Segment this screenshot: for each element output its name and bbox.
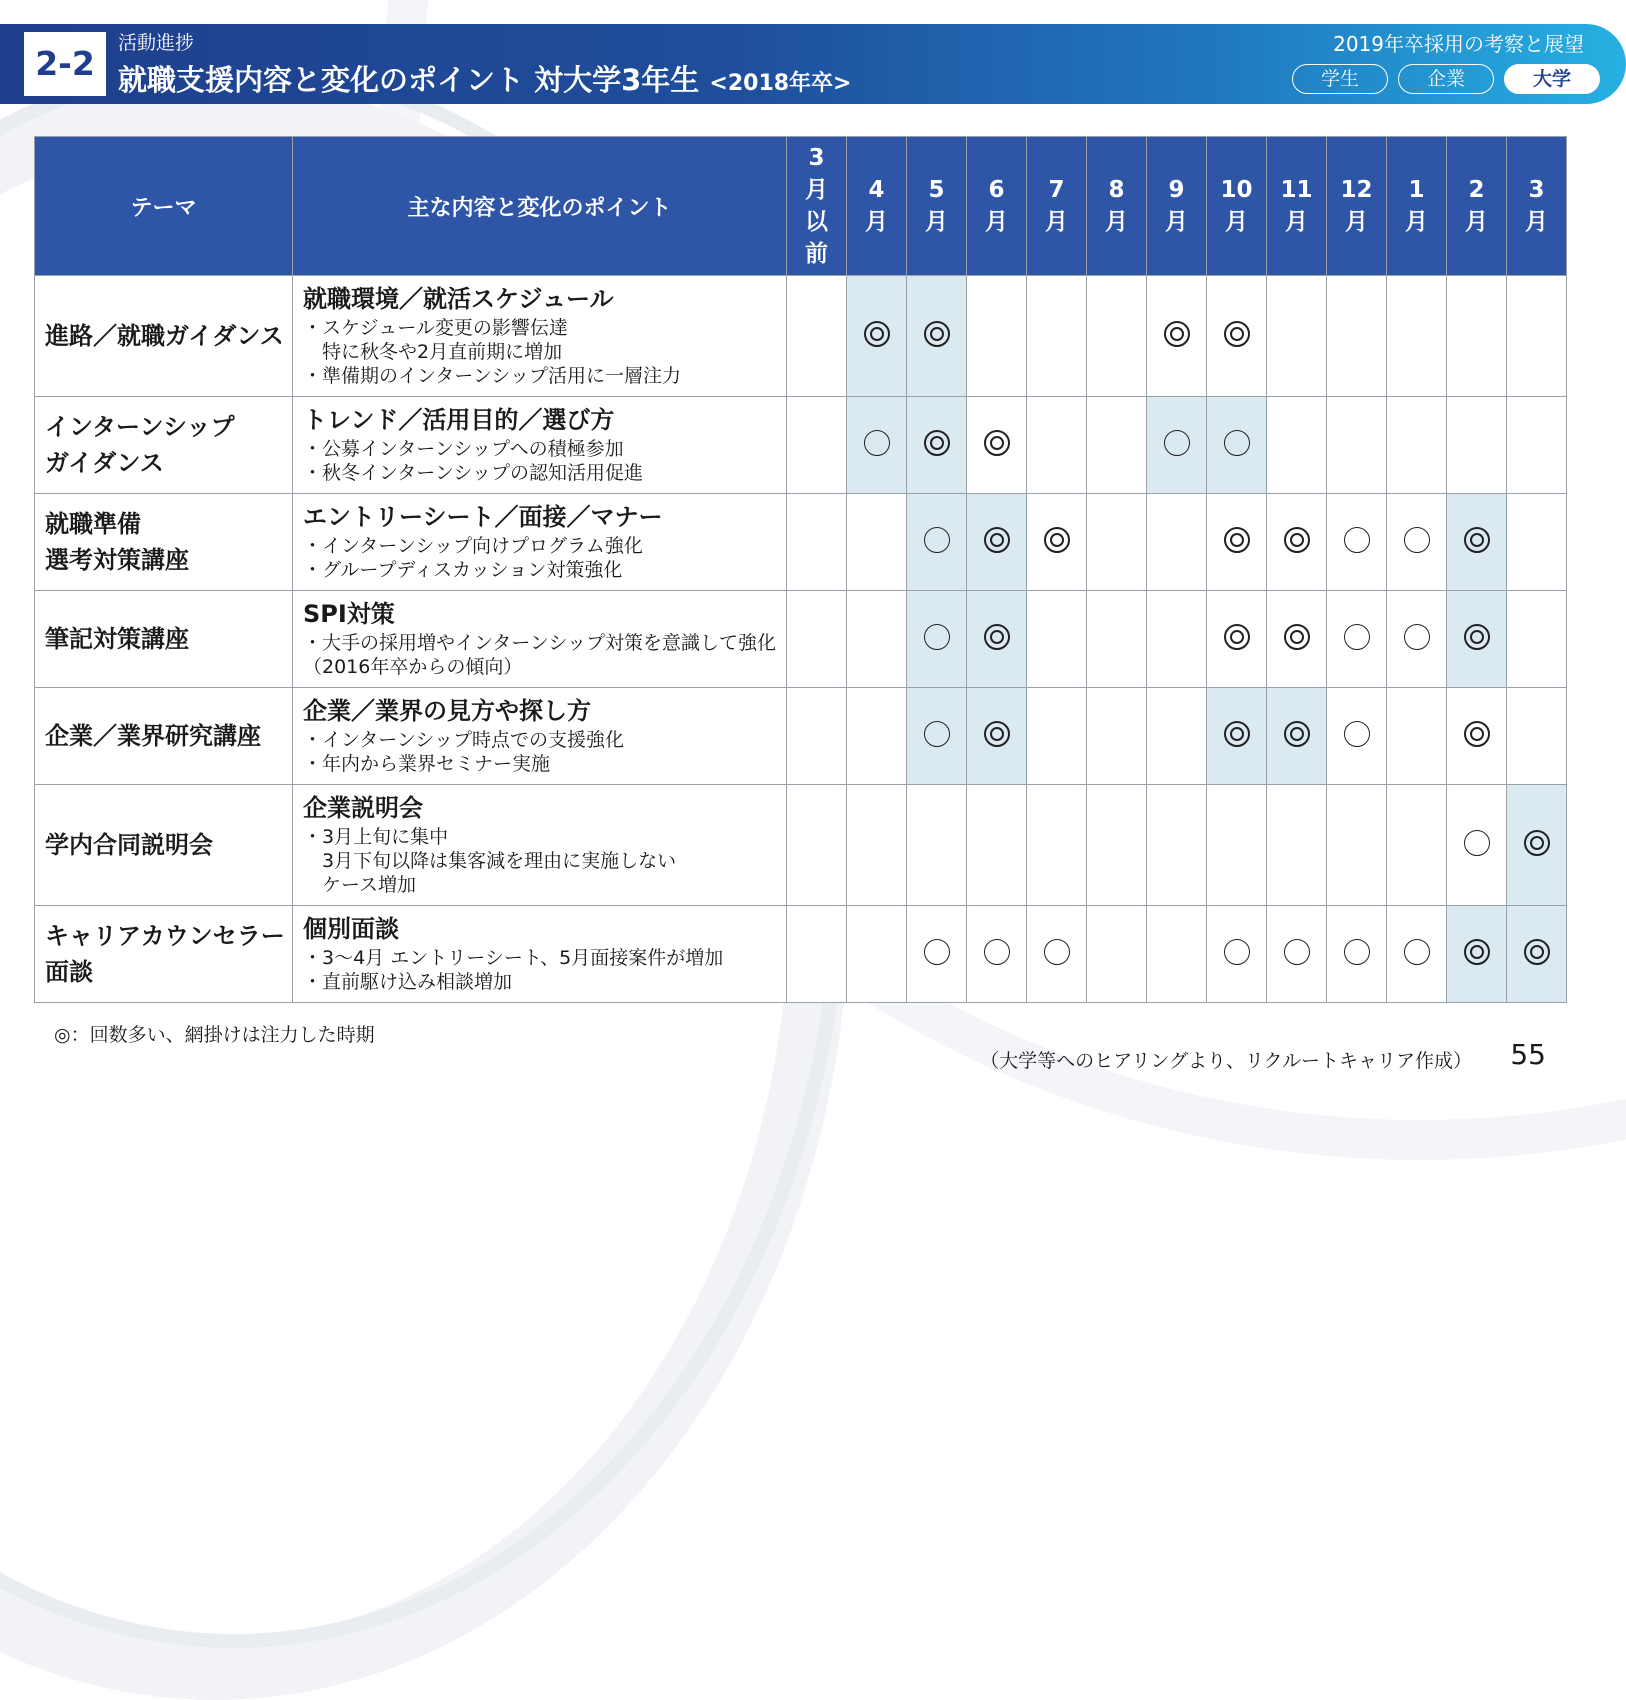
header-month — [847, 137, 907, 276]
month-cell — [1027, 591, 1087, 688]
content-point: ・3月上旬に集中 — [303, 826, 449, 848]
source-note: （大学等へのヒアリングより、リクルートキャリア作成） — [980, 1050, 1472, 1072]
content-title: 企業／業界の見方や探し方 — [303, 697, 591, 725]
tab-students[interactable]: 学生 — [1292, 64, 1388, 94]
month-cell — [1387, 276, 1447, 397]
month-cell — [1387, 397, 1447, 494]
month-cell — [1387, 591, 1447, 688]
month-cell — [1447, 276, 1507, 397]
circle-icon — [1224, 430, 1250, 456]
month-cell — [787, 785, 847, 906]
month-cell — [847, 276, 907, 397]
circle-icon — [924, 939, 950, 965]
month-cell — [1087, 397, 1147, 494]
content-cell — [293, 397, 787, 494]
month-cell — [1087, 906, 1147, 1003]
table-row — [35, 276, 1567, 397]
month-cell — [1207, 276, 1267, 397]
double-circle-icon — [1464, 939, 1490, 965]
month-cell — [1267, 688, 1327, 785]
double-circle-icon — [984, 721, 1010, 747]
content-point: 3月下旬以降は集客減を理由に実施しない — [303, 850, 677, 872]
theme-cell — [35, 397, 293, 494]
report-caption: 2019年卒採用の考察と展望 — [1333, 32, 1584, 56]
month-cell — [1147, 688, 1207, 785]
table-row — [35, 906, 1567, 1003]
month-cell — [1387, 494, 1447, 591]
month-cell — [967, 688, 1027, 785]
content-point: ・準備期のインターンシップ活用に一層注力 — [303, 365, 682, 387]
month-cell — [1327, 276, 1387, 397]
month-cell — [1087, 276, 1147, 397]
header-month-char: 月 — [1045, 209, 1069, 235]
month-cell — [907, 276, 967, 397]
month-cell — [1147, 494, 1207, 591]
month-cell — [1027, 397, 1087, 494]
header-month-char: 月 — [1165, 209, 1189, 235]
double-circle-icon — [1284, 527, 1310, 553]
page-number: 55 — [1510, 1038, 1546, 1071]
month-cell — [1087, 494, 1147, 591]
month-cell — [787, 906, 847, 1003]
month-cell — [1507, 688, 1567, 785]
content-point: ・スケジュール変更の影響伝達 — [303, 317, 568, 339]
content-point: ・インターンシップ向けプログラム強化 — [303, 535, 643, 557]
month-cell — [1087, 785, 1147, 906]
header-month-char: 8 — [1108, 177, 1125, 203]
theme-text: 面談 — [45, 958, 93, 986]
month-cell — [1447, 785, 1507, 906]
month-cell — [967, 906, 1027, 1003]
double-circle-icon — [1224, 527, 1250, 553]
content-point: ・3～4月 エントリーシート、5月面接案件が増加 — [303, 947, 724, 969]
month-cell — [967, 494, 1027, 591]
month-cell — [967, 591, 1027, 688]
theme-text: 企業／業界研究講座 — [45, 722, 261, 750]
double-circle-icon — [984, 527, 1010, 553]
content-point: ・直前駆け込み相談増加 — [303, 971, 513, 993]
header-month-char: 月 — [805, 177, 829, 203]
double-circle-icon — [1464, 527, 1490, 553]
header-month-char: 前 — [805, 241, 829, 267]
content-title: トレンド／活用目的／選び方 — [303, 406, 615, 434]
month-cell — [1147, 591, 1207, 688]
month-cell — [847, 688, 907, 785]
content-point: 特に秋冬や2月直前期に増加 — [303, 341, 563, 363]
month-cell — [1267, 591, 1327, 688]
header-month-char: 11 — [1280, 177, 1313, 203]
month-cell — [1267, 494, 1327, 591]
header-month-char: 2 — [1468, 177, 1485, 203]
header-month-char: 4 — [868, 177, 885, 203]
header-month-char: 月 — [1105, 209, 1129, 235]
month-cell — [1507, 591, 1567, 688]
month-cell — [1147, 397, 1207, 494]
month-cell — [1207, 785, 1267, 906]
circle-icon — [1404, 527, 1430, 553]
audience-tabs — [1292, 64, 1600, 94]
month-cell — [967, 276, 1027, 397]
month-cell — [907, 906, 967, 1003]
month-cell — [847, 494, 907, 591]
month-cell — [1387, 906, 1447, 1003]
double-circle-icon — [1164, 321, 1190, 347]
double-circle-icon — [1224, 321, 1250, 347]
double-circle-icon — [1524, 830, 1550, 856]
header-month-char: 9 — [1168, 177, 1185, 203]
content-cell — [293, 785, 787, 906]
double-circle-icon — [984, 430, 1010, 456]
content-cell — [293, 688, 787, 785]
circle-icon — [1344, 939, 1370, 965]
header-month — [1507, 137, 1567, 276]
double-circle-icon — [1464, 721, 1490, 747]
month-cell — [1447, 494, 1507, 591]
double-circle-icon — [864, 321, 890, 347]
month-cell — [1027, 494, 1087, 591]
double-circle-icon — [924, 430, 950, 456]
header-month-char: 月 — [925, 209, 949, 235]
month-cell — [1507, 906, 1567, 1003]
header-content: 主な内容と変化のポイント — [293, 137, 787, 276]
theme-text: インターンシップ — [45, 413, 235, 441]
header-month — [1387, 137, 1447, 276]
month-cell — [1447, 397, 1507, 494]
header-month-char: 月 — [1285, 209, 1309, 235]
header-month — [1267, 137, 1327, 276]
month-cell — [1267, 785, 1327, 906]
theme-text: 学内合同説明会 — [45, 831, 213, 859]
month-cell — [847, 906, 907, 1003]
header-month-char: 5 — [928, 177, 945, 203]
month-cell — [787, 276, 847, 397]
month-cell — [1507, 785, 1567, 906]
content-point: ケース増加 — [303, 874, 417, 896]
circle-icon — [924, 527, 950, 553]
circle-icon — [1344, 624, 1370, 650]
content-title: 企業説明会 — [303, 794, 423, 822]
month-cell — [1447, 591, 1507, 688]
month-cell — [1447, 688, 1507, 785]
page-title-text: 就職支援内容と変化のポイント 対大学3年生 — [118, 63, 700, 97]
theme-cell — [35, 276, 293, 397]
content-cell — [293, 494, 787, 591]
header-month — [1087, 137, 1147, 276]
theme-text: 就職準備 — [45, 510, 141, 538]
month-cell — [1507, 276, 1567, 397]
content-cell — [293, 276, 787, 397]
month-cell — [1327, 591, 1387, 688]
header-month-char: 月 — [1225, 209, 1249, 235]
header-month — [1207, 137, 1267, 276]
header-month — [787, 137, 847, 276]
theme-text: キャリアカウンセラー — [45, 922, 285, 950]
circle-icon — [1164, 430, 1190, 456]
month-cell — [1387, 688, 1447, 785]
header-month-char: 月 — [1405, 209, 1429, 235]
month-cell — [1207, 906, 1267, 1003]
table-header-row — [35, 137, 1567, 276]
month-cell — [847, 591, 907, 688]
circle-icon — [1044, 939, 1070, 965]
circle-icon — [1284, 939, 1310, 965]
header-month-char: 3 — [808, 145, 825, 171]
circle-icon — [984, 939, 1010, 965]
legend-note: ◎：回数多い、網掛けは注力した時期 — [54, 1024, 375, 1046]
content-point: ・インターンシップ時点での支援強化 — [303, 729, 625, 751]
circle-icon — [1224, 939, 1250, 965]
theme-cell — [35, 688, 293, 785]
theme-text: ガイダンス — [45, 449, 164, 477]
circle-icon — [1344, 721, 1370, 747]
month-cell — [1387, 785, 1447, 906]
double-circle-icon — [1464, 624, 1490, 650]
table-body — [35, 276, 1567, 1003]
double-circle-icon — [1224, 624, 1250, 650]
theme-text: 進路／就職ガイダンス — [45, 322, 284, 350]
circle-icon — [864, 430, 890, 456]
month-cell — [1207, 397, 1267, 494]
theme-text: 筆記対策講座 — [45, 625, 189, 653]
month-cell — [787, 591, 847, 688]
content-point: ・年内から業界セミナー実施 — [303, 753, 551, 775]
month-cell — [1147, 906, 1207, 1003]
header-month-char: 6 — [988, 177, 1005, 203]
month-cell — [847, 397, 907, 494]
month-cell — [1027, 688, 1087, 785]
month-cell — [907, 494, 967, 591]
double-circle-icon — [924, 321, 950, 347]
content-title: 個別面談 — [303, 915, 399, 943]
month-cell — [1507, 397, 1567, 494]
table-row — [35, 785, 1567, 906]
theme-text: 選考対策講座 — [45, 546, 189, 574]
month-cell — [1327, 397, 1387, 494]
content-cell — [293, 591, 787, 688]
month-cell — [1267, 397, 1327, 494]
month-cell — [1447, 906, 1507, 1003]
theme-cell — [35, 785, 293, 906]
month-cell — [907, 785, 967, 906]
month-cell — [1267, 276, 1327, 397]
table-row — [35, 688, 1567, 785]
header-month-char: 1 — [1408, 177, 1425, 203]
circle-icon — [1404, 624, 1430, 650]
header-month-char: 月 — [1465, 209, 1489, 235]
circle-icon — [1404, 939, 1430, 965]
month-cell — [787, 688, 847, 785]
month-cell — [967, 397, 1027, 494]
header-month-char: 10 — [1220, 177, 1253, 203]
header-month-char: 月 — [1525, 209, 1549, 235]
circle-icon — [924, 721, 950, 747]
month-cell — [1507, 494, 1567, 591]
content-point: ・秋冬インターンシップの認知活用促進 — [303, 462, 644, 484]
content-point: ・グループディスカッション対策強化 — [303, 559, 623, 581]
header-month — [1447, 137, 1507, 276]
header-theme: テーマ — [35, 137, 293, 276]
table-row — [35, 591, 1567, 688]
month-cell — [907, 397, 967, 494]
support-schedule-table — [34, 136, 1567, 1003]
tab-universities[interactable]: 大学 — [1504, 64, 1600, 94]
month-cell — [1087, 591, 1147, 688]
header-month — [907, 137, 967, 276]
month-cell — [787, 397, 847, 494]
month-cell — [967, 785, 1027, 906]
double-circle-icon — [1224, 721, 1250, 747]
content-title: SPI対策 — [303, 600, 395, 628]
header-month — [1027, 137, 1087, 276]
month-cell — [1027, 276, 1087, 397]
content-title: 就職環境／就活スケジュール — [303, 285, 614, 313]
month-cell — [847, 785, 907, 906]
circle-icon — [1344, 527, 1370, 553]
content-title: エントリーシート／面接／マナー — [303, 503, 663, 531]
month-cell — [1147, 276, 1207, 397]
month-cell — [1327, 785, 1387, 906]
month-cell — [1267, 906, 1327, 1003]
month-cell — [907, 688, 967, 785]
month-cell — [1147, 785, 1207, 906]
header-month — [1327, 137, 1387, 276]
month-cell — [907, 591, 967, 688]
theme-cell — [35, 591, 293, 688]
page-title-suffix: <2018年卒> — [709, 71, 852, 96]
theme-cell — [35, 906, 293, 1003]
header-month-char: 3 — [1528, 177, 1545, 203]
tab-companies[interactable]: 企業 — [1398, 64, 1494, 94]
header-month-char: 月 — [985, 209, 1009, 235]
header-month — [1147, 137, 1207, 276]
section-number: 2-2 — [24, 32, 106, 96]
double-circle-icon — [1284, 624, 1310, 650]
section-subtitle: 活動進捗 — [118, 32, 195, 54]
circle-icon — [924, 624, 950, 650]
header-band — [0, 24, 1626, 104]
table-row — [35, 494, 1567, 591]
circle-icon — [1464, 830, 1490, 856]
double-circle-icon — [1284, 721, 1310, 747]
month-cell — [1207, 688, 1267, 785]
header-month-char: 月 — [865, 209, 889, 235]
double-circle-icon — [1044, 527, 1070, 553]
content-point: ・公募インターンシップへの積極参加 — [303, 438, 624, 460]
theme-cell — [35, 494, 293, 591]
content-point: （2016年卒からの傾向） — [303, 656, 523, 678]
header-month-char: 月 — [1345, 209, 1369, 235]
double-circle-icon — [984, 624, 1010, 650]
header-month-char: 7 — [1048, 177, 1065, 203]
month-cell — [1327, 688, 1387, 785]
month-cell — [1207, 591, 1267, 688]
double-circle-icon — [1524, 939, 1550, 965]
content-cell — [293, 906, 787, 1003]
month-cell — [1027, 906, 1087, 1003]
month-cell — [787, 494, 847, 591]
page-title — [118, 58, 852, 99]
month-cell — [1327, 906, 1387, 1003]
content-point: ・大手の採用増やインターンシップ対策を意識して強化 — [303, 632, 777, 654]
month-cell — [1087, 688, 1147, 785]
month-cell — [1027, 785, 1087, 906]
header-month — [967, 137, 1027, 276]
table-row — [35, 397, 1567, 494]
header-month-char: 12 — [1340, 177, 1373, 203]
month-cell — [1207, 494, 1267, 591]
month-cell — [1327, 494, 1387, 591]
header-month-char: 以 — [805, 209, 829, 235]
